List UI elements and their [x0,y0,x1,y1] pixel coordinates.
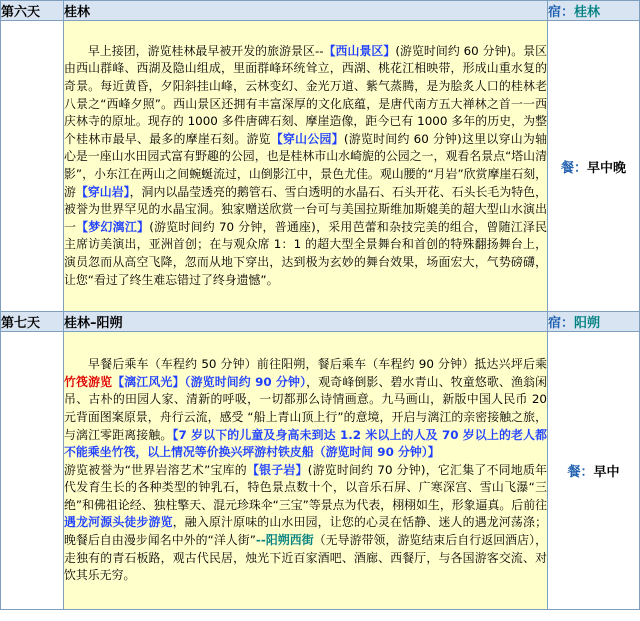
day-spacer [1,21,64,312]
route-title: 桂林–阳朔 [64,312,548,332]
day-header-row [1,312,640,332]
day-label: 第七天 [1,312,64,332]
attraction-name: 【银子岩】 [246,462,308,477]
restriction-note: 【7 岁以下的儿童及身高未到达 1.2 米以上的人及 70 岁以上的老人都不能乘坐竹筏，以上情况等价换兴坪游村铁皮船（游览时间 90 分钟）】 [64,427,547,460]
attraction-name: 【漓江风光】 [112,374,185,389]
day-description: 早上接团，游览桂林最早被开发的旅游景区--【西山景区】(游览时间约 60 分钟)。景区由西山群峰、西湖及隐山组成，里面群峰环统耸立，西湖、桃花江相映带，形成山重水复的奇景。每近黄昏，夕阳斜挂山峰，云林变幻、金光万道、紫气蒸腾，是为脍炙人口的桂林老八景之“西峰夕照”。西山景区还拥有丰富深厚的文化底蕴，是唐代南方五大禅林之首一一西庆林寺的原址。现存的 1000 多件唐碑石刻、摩崖造像，距今已有 1000 多年的历史，为整个桂林市最早、最多的摩崖石刻。游览【穿山公园】(游览时间约 60 分钟)这里以穿山为轴心是一座山水田园式富有野趣的公园，也是桂林市山水崎旎的公园之一，观看名景点“塔山清影”，小东江在两山之间蜿蜒流过，山倒影江中，景色尤佳。观山腰的“月岩”欣赏摩崖石刻，游【穿山岩】，洞内以晶莹透亮的鹅管石、雪白透明的水晶石、石头开花、石头长毛为特色，被誉为世界罕见的水晶宝洞。独家赠送欣赏一台可与美国拉斯维加斯媲美的超大型山水演出一【梦幻漓江】(游览时间约 70 分钟，普通座)，采用芭蕾和杂技完美的组合，曾随江泽民主席访美演出，亚洲首创；在与观众席 1：1 的超大型全景舞台和首创的特殊翻扬舞台上，演员忽而从高空飞降，忽而从地下穿出，达到极为玄妙的舞台效果，场面宏大，气势磅礴，让您“看过了终生难忘错过了终身遗憾”。 [64,21,548,312]
meal-value: 早中 [593,465,620,480]
attraction-name: 【梦幻漓江】 [76,219,150,234]
day-spacer [1,332,64,610]
hotel-city [548,312,640,332]
stay-label: 宿： [548,5,575,20]
stay-label: 宿： [548,316,575,331]
stay-city: 桂林 [574,5,601,20]
day-description: 早餐后乘车（车程约 50 分钟）前往阳朔，餐后乘车（车程约 90 分钟）抵达兴坪后乘竹筏游览【漓江风光】（游览时间约 90 分钟），观奇峰倒影、碧水青山、牧童悠歌、渔翁闲吊、古朴的田园人家、清新的呼吸，一切都那么诗情画意。九马画山，新版中国人民币 20 元背面图案原景，舟行云流，感受 “船上青山顶上行”的意境，开启与漓江的亲密接触之旅，与漓江零距离接触。【7 岁以下的儿童及身高未到达 1.2 米以上的人及 70 岁以上的老人都不能乘坐竹筏，以上情况等价换兴坪游村铁皮船（游览时间 90 分钟）】 游览被誉为“世界岩溶艺术”宝库的【银子岩】(游览时间约 70 分钟)，它汇集了不同地质年代发育生长的各种类型的钟乳石，特色景点数十个，以音乐石屏、广寒深宫、雪山飞瀑“三绝”和佛祖论经、独柱擎天、混元珍珠伞“三宝”等景点为代表，栩栩如生，形象逼真。后前往遇龙河源头徒步游览，融入原汁原味的山水田园，让您的心灵在恬静、迷人的遇龙河荡涤；晚餐后自由漫步闻名中外的“洋人街”--阳朔西街（无导游带领，游览结束后自行返回酒店），走独有的青石板路，观古代民居，烛光下近百家酒吧、酒廊、西餐厅，与各国游客交流、对饮其乐无穷。 [64,332,548,610]
activity-highlight: 遇龙河源头徒步游览 [64,515,173,530]
meal-label: 餐： [567,465,594,480]
duration-note: （游览时间约 90 分钟） [184,374,307,389]
meals-cell [548,21,640,312]
meals-cell [548,332,640,610]
route-title: 桂林 [64,1,548,21]
stay-city: 阳朔 [574,316,601,331]
attraction-name: 【西山景区】 [323,43,396,58]
day-label: 第六天 [1,1,64,21]
attraction-name: 【穿山岩】 [75,184,130,199]
attraction-name: --阳朔西街 [255,533,314,548]
day-body-row [1,21,640,312]
hotel-city [548,1,640,21]
attraction-name: 【穿山公园】 [270,131,344,146]
meal-label: 餐： [560,160,587,176]
activity-highlight: 竹筏游览 [64,374,113,389]
day-header-row [1,1,640,21]
meal-value: 早中晚 [587,160,627,176]
day-body-row [1,332,640,610]
